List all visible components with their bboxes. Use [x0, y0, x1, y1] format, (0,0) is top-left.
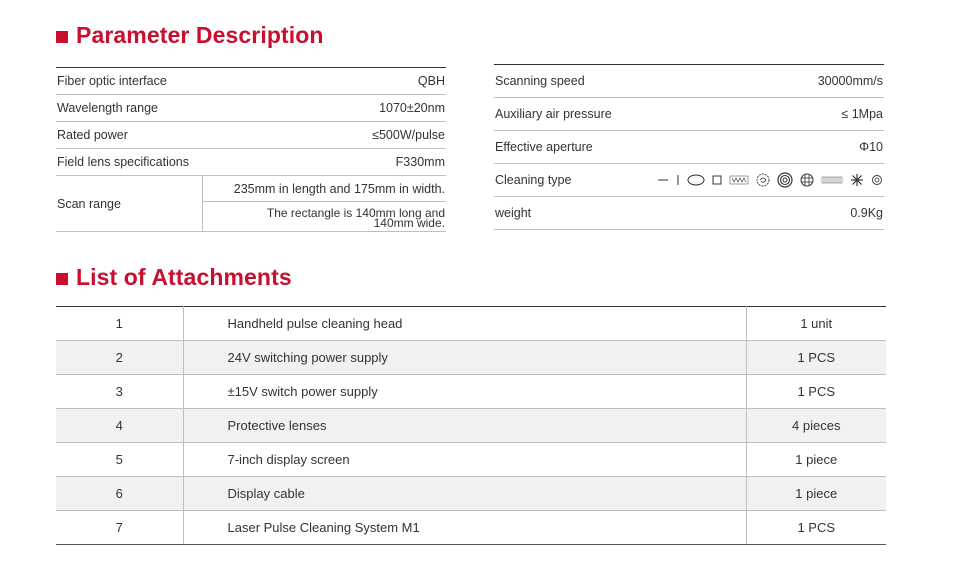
param-label: Auxiliary air pressure [494, 98, 628, 131]
grid-circle-icon [800, 173, 814, 187]
row-quantity: 1 PCS [746, 511, 886, 545]
line-icon [657, 173, 669, 187]
ellipse-icon [687, 173, 705, 187]
row-number: 2 [56, 341, 183, 375]
attachments-section-title [56, 264, 292, 291]
table-row [56, 341, 886, 375]
row-item-name: ±15V switch power supply [183, 375, 746, 409]
row-item-name: 7-inch display screen [183, 443, 746, 477]
row-item-name: 24V switching power supply [183, 341, 746, 375]
title-bullet-square [56, 273, 68, 285]
asterisk-icon [850, 173, 864, 187]
param-label: weight [494, 197, 628, 230]
param-label: Field lens specifications [56, 149, 202, 176]
cleaning-type-icons [628, 164, 884, 197]
square-icon [712, 173, 722, 187]
zigzag-icon [729, 173, 749, 187]
row-item-name: Handheld pulse cleaning head [183, 307, 746, 341]
hatch-rectangle-icon [821, 173, 843, 187]
cleaning-type-label: Cleaning type [494, 164, 628, 197]
spiral-circle-icon [756, 173, 770, 187]
parameter-table-right [494, 64, 884, 230]
scan-range-label: Scan range [56, 176, 202, 232]
double-spiral-icon [777, 172, 793, 188]
param-label: Effective aperture [494, 131, 628, 164]
attachments-table [56, 306, 886, 545]
row-quantity: 1 PCS [746, 375, 886, 409]
vertical-line-icon [676, 173, 680, 187]
table-row [56, 409, 886, 443]
param-value: 1070±20nm [202, 95, 446, 122]
parameter-title-text: Parameter Description [76, 22, 324, 48]
param-row [56, 68, 446, 95]
row-number: 4 [56, 409, 183, 443]
param-row [494, 131, 884, 164]
table-row [56, 511, 886, 545]
row-quantity: 1 piece [746, 477, 886, 511]
row-item-name: Laser Pulse Cleaning System M1 [183, 511, 746, 545]
row-number: 7 [56, 511, 183, 545]
param-value: ≤500W/pulse [202, 122, 446, 149]
row-number: 3 [56, 375, 183, 409]
title-bullet-square [56, 31, 68, 43]
param-row [494, 65, 884, 98]
param-row [56, 122, 446, 149]
row-number: 5 [56, 443, 183, 477]
scan-range-value-2-line1: The rectangle is 140mm long and [266, 205, 445, 220]
param-value: 0.9Kg [628, 197, 884, 230]
row-quantity: 1 PCS [746, 341, 886, 375]
param-value: Φ10 [628, 131, 884, 164]
table-row [56, 307, 886, 341]
param-label: Rated power [56, 122, 202, 149]
param-value: 30000mm/s [628, 65, 884, 98]
table-row [56, 477, 886, 511]
row-quantity: 1 piece [746, 443, 886, 477]
attachments-title-text: List of Attachments [76, 264, 292, 290]
row-quantity: 1 unit [746, 307, 886, 341]
param-value: ≤ 1Mpa [628, 98, 884, 131]
table-row [56, 375, 886, 409]
scan-range-row [56, 176, 446, 202]
param-value: F330mm [202, 149, 446, 176]
parameter-section-title [56, 22, 324, 49]
cleaning-type-row [494, 164, 884, 197]
parameter-table-left [56, 67, 446, 232]
param-row [56, 149, 446, 176]
param-row [494, 197, 884, 230]
circle-ring-icon [871, 173, 883, 187]
row-quantity: 4 pieces [746, 409, 886, 443]
param-label: Scanning speed [494, 65, 628, 98]
scan-range-value-1: 235mm in length and 175mm in width. [202, 176, 446, 202]
table-row [56, 443, 886, 477]
param-label: Fiber optic interface [56, 68, 202, 95]
row-item-name: Display cable [183, 477, 746, 511]
param-value: QBH [202, 68, 446, 95]
row-number: 1 [56, 307, 183, 341]
row-item-name: Protective lenses [183, 409, 746, 443]
attachments-table-body [56, 307, 886, 545]
scan-range-value-2-line2: 140mm wide. [373, 215, 445, 230]
scan-range-value-2 [202, 202, 446, 232]
row-number: 6 [56, 477, 183, 511]
param-row [56, 95, 446, 122]
param-label: Wavelength range [56, 95, 202, 122]
param-row [494, 98, 884, 131]
